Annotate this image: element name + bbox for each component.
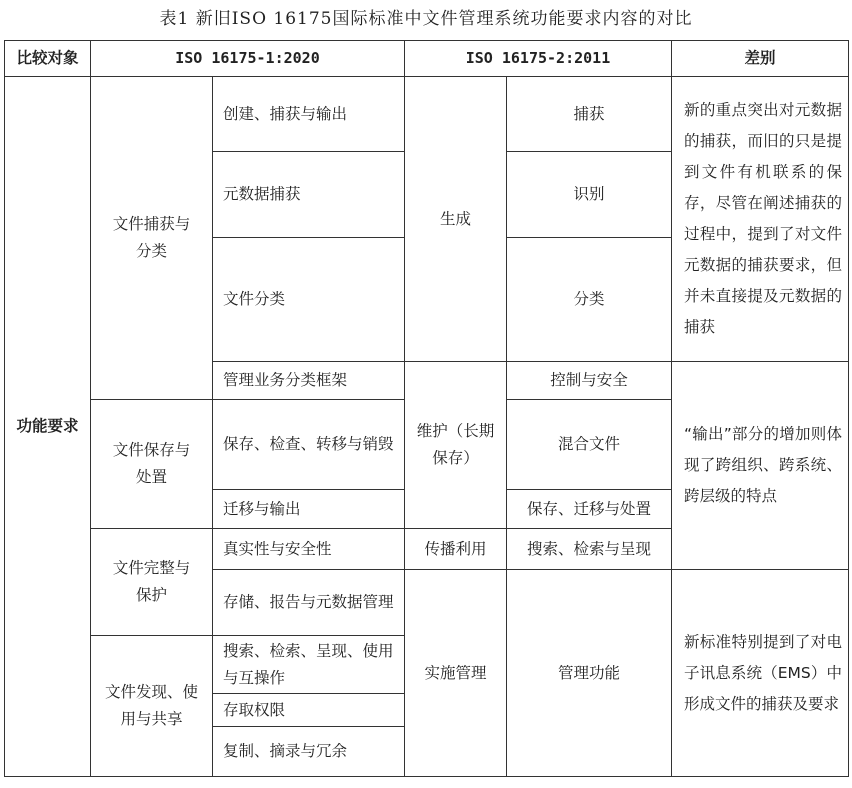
new-item: 文件分类 (213, 238, 405, 362)
new-item: 复制、摘录与冗余 (213, 727, 405, 777)
old-group-generate: 生成 (405, 77, 507, 362)
comparison-table (4, 40, 849, 777)
new-item: 管理业务分类框架 (213, 362, 405, 400)
old-item: 保存、迁移与处置 (507, 490, 672, 529)
old-item: 捕获 (507, 77, 672, 152)
header-difference: 差别 (672, 41, 849, 77)
old-item: 混合文件 (507, 400, 672, 490)
old-item: 识别 (507, 152, 672, 238)
old-item: 控制与安全 (507, 362, 672, 400)
header-compare: 比较对象 (5, 41, 91, 77)
header-old-standard: ISO 16175-2:2011 (405, 41, 672, 77)
new-item: 真实性与安全性 (213, 529, 405, 570)
old-item: 分类 (507, 238, 672, 362)
new-item: 搜索、检索、呈现、使用与互操作 (213, 636, 405, 694)
old-group-maintain: 维护（长期保存） (405, 362, 507, 529)
row-label-function: 功能要求 (5, 77, 91, 777)
group-integrity-protect: 文件完整与保护 (91, 529, 213, 636)
new-item: 存取权限 (213, 694, 405, 727)
new-item: 元数据捕获 (213, 152, 405, 238)
difference-text: 新的重点突出对元数据的捕获，而旧的只是提到文件有机联系的保存，尽管在阐述捕获的过程中，提到了对文件元数据的捕获要求，但并未直接提及元数据的捕获 (672, 77, 849, 362)
difference-text: 新标准特别提到了对电子讯息系统（EMS）中形成文件的捕获及要求 (672, 570, 849, 777)
old-item: 搜索、检索与呈现 (507, 529, 672, 570)
header-new-standard: ISO 16175-1:2020 (91, 41, 405, 77)
new-item: 保存、检查、转移与销毁 (213, 400, 405, 490)
new-item: 创建、捕获与输出 (213, 77, 405, 152)
old-item: 管理功能 (507, 570, 672, 777)
group-capture-classify: 文件捕获与分类 (91, 77, 213, 400)
table-caption: 表1 新旧ISO 16175国际标准中文件管理系统功能要求内容的对比 (159, 9, 693, 29)
new-item: 存储、报告与元数据管理 (213, 570, 405, 636)
group-discover-use-share: 文件发现、使用与共享 (91, 636, 213, 777)
new-item: 迁移与输出 (213, 490, 405, 529)
difference-text: “输出”部分的增加则体现了跨组织、跨系统、跨层级的特点 (672, 362, 849, 570)
group-preserve-dispose: 文件保存与处置 (91, 400, 213, 529)
old-group-disseminate: 传播利用 (405, 529, 507, 570)
old-group-implement: 实施管理 (405, 570, 507, 777)
